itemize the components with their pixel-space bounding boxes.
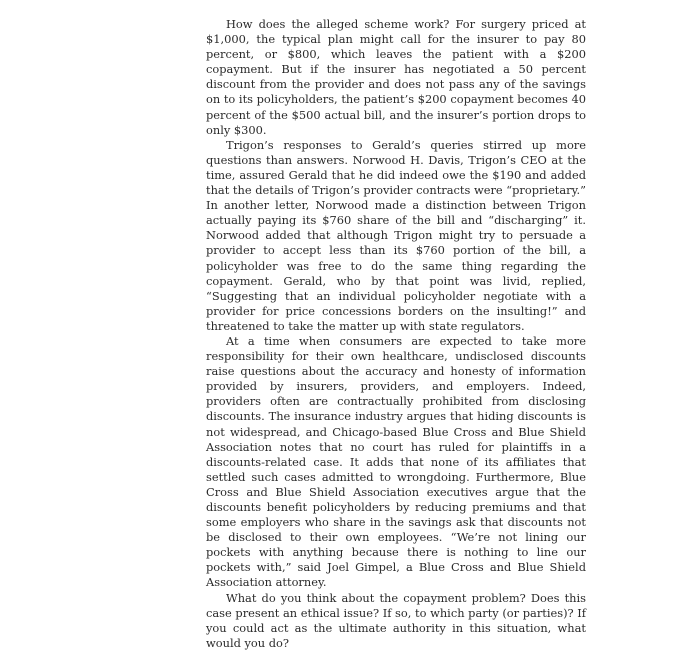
paragraph-trigon-responses: Trigon’s responses to Gerald’s queries stirred up more questions than answers. Norwood H. Davis, Trigon’s CEO at the time, assured Gerald that he did indeed owe the $190 and added that the details of Trigon’s provider contracts were “proprietary.” In another letter, Norwood made a distinction between Trigon actually paying its $760 share of the bill and “discharging” it. Norwood added that although Trigon might try to persuade a provider to accept less than its $760 portion of the bill, a policyholder was free to do the same thing regarding the copayment. Gerald, who by that point was livid, replied, “Suggesting that an individual policyholder negotiate with a provider for price concessions borders on the insulting!” and threatened to take the matter up with state regulators.	[206, 137, 586, 333]
paragraph-undisclosed-discounts: At a time when consumers are expected to take more responsibility for their own healthcare, undisclosed discounts raise questions about the accuracy and honesty of information provided by insurers, providers, and employers. Indeed, providers often are contractually prohibited from disclosing discounts. The insurance industry argues that hiding discounts is not widespread, and Chicago-based Blue Cross and Blue Shield Association notes that no court has ruled for plaintiffs in a discounts-related case. It adds that none of its affiliates that settled such cases admitted to wrongdoing. Furthermore, Blue Cross and Blue Shield Association executives argue that the discounts benefit policyholders by reducing premiums and that some employers who share in the savings ask that discounts not be disclosed to their own employees. “We’re not lining our pockets with anything because there is nothing to line our pockets with,” said Joel Gimpel, a Blue Cross and Blue Shield Association attorney.	[206, 333, 586, 590]
paragraph-discussion-questions: What do you think about the copayment problem? Does this case present an ethical issue? If so, to which party (or parties)? If you could act as the ultimate authority in this situation, what would you do?	[206, 590, 586, 650]
article-body	[206, 17, 586, 651]
paragraph-scheme-explanation: How does the alleged scheme work? For surgery priced at $1,000, the typical plan might call for the insurer to pay 80 percent, or $800, which leaves the patient with a $200 copayment. But if the insurer has negotiated a 50 percent discount from the provider and does not pass any of the savings on to its policyholders, the patient’s $200 copayment becomes 40 percent of the $500 actual bill, and the insurer’s portion drops to only $300.	[206, 17, 586, 137]
